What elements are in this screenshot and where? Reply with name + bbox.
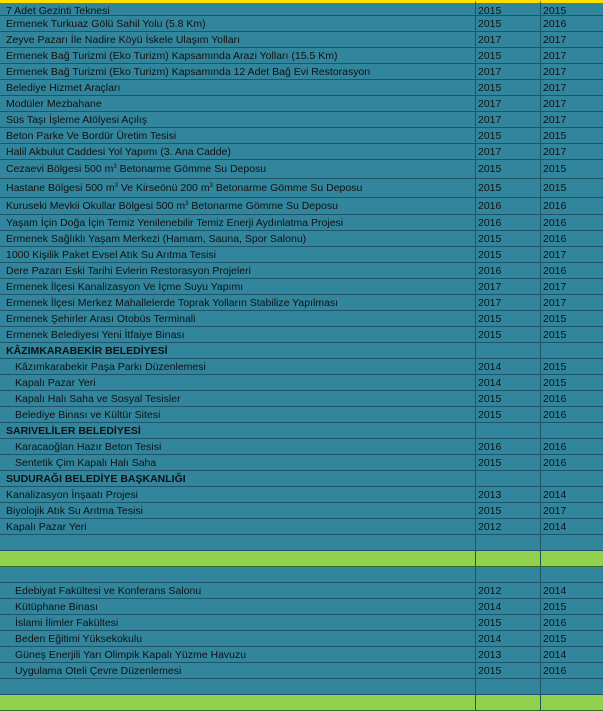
end-year-cell[interactable] [541, 567, 603, 583]
table-row [0, 247, 603, 263]
project-name-cell[interactable]: Karacaoğlan Hazır Beton Tesisi [0, 439, 476, 455]
table-row [0, 615, 603, 631]
start-year-cell[interactable] [476, 551, 541, 567]
table-row [0, 64, 603, 80]
table-row [0, 647, 603, 663]
section-header-row [0, 471, 603, 487]
project-name-cell[interactable] [0, 695, 476, 711]
start-year-cell[interactable] [476, 535, 541, 551]
start-year-cell[interactable]: 2015 [476, 663, 541, 679]
start-year-cell[interactable]: 2017 [476, 32, 541, 48]
start-year-cell[interactable]: 2012 [476, 583, 541, 599]
end-year-cell[interactable]: 2015 [541, 179, 603, 198]
start-year-cell[interactable]: 2015 [476, 407, 541, 423]
text-part: Betonarme Gömme Su Deposu [116, 163, 267, 175]
end-year-cell[interactable]: 2016 [541, 16, 603, 32]
project-name-cell[interactable]: 1000 Kişilik Paket Evsel Atık Su Arıtma Tesisi [0, 247, 476, 263]
start-year-cell[interactable]: 2017 [476, 64, 541, 80]
start-year-cell[interactable] [476, 423, 541, 439]
start-year-cell[interactable]: 2015 [476, 615, 541, 631]
end-year-cell[interactable]: 2014 [541, 487, 603, 503]
start-year-cell[interactable]: 2015 [476, 48, 541, 64]
start-year-cell[interactable]: 2015 [476, 160, 541, 179]
table-row [0, 375, 603, 391]
project-name-cell[interactable]: Halil Akbulut Caddesi Yol Yapımı (3. Ana Cadde) [0, 144, 476, 160]
end-year-cell[interactable]: 2017 [541, 96, 603, 112]
project-name-cell[interactable]: Belediye Binası ve Kültür Sitesi [0, 407, 476, 423]
project-name-cell[interactable]: Biyolojik Atık Su Arıtma Tesisi [0, 503, 476, 519]
table-row [0, 391, 603, 407]
table-row [0, 663, 603, 679]
section-header-row [0, 423, 603, 439]
end-year-cell[interactable]: 2016 [541, 663, 603, 679]
project-name-cell[interactable] [0, 160, 476, 179]
table-row [0, 215, 603, 231]
project-name-cell[interactable] [0, 179, 476, 198]
table-row [0, 359, 603, 375]
project-name-cell[interactable]: Ermenek Sağlıklı Yaşam Merkezi (Hamam, Sauna, Spor Salonu) [0, 231, 476, 247]
start-year-cell[interactable]: 2017 [476, 279, 541, 295]
end-year-cell[interactable]: 2016 [541, 615, 603, 631]
project-name-cell[interactable]: Zeyve Pazarı İle Nadire Köyü İskele Ulaşım Yolları [0, 32, 476, 48]
table-row [0, 144, 603, 160]
end-year-cell[interactable]: 2017 [541, 80, 603, 96]
end-year-cell[interactable]: 2014 [541, 519, 603, 535]
start-year-cell[interactable]: 2015 [476, 231, 541, 247]
project-name-cell[interactable]: Sentetik Çim Kapalı Halı Saha [0, 455, 476, 471]
start-year-cell[interactable]: 2017 [476, 112, 541, 128]
start-year-cell[interactable]: 2013 [476, 487, 541, 503]
project-name-cell[interactable]: Ermenek Bağ Turizmi (Eko Turizm) Kapsamında Arazi Yolları (15.5 Km) [0, 48, 476, 64]
table-row [0, 583, 603, 599]
table-row [0, 519, 603, 535]
end-year-cell[interactable]: 2017 [541, 295, 603, 311]
end-year-cell[interactable]: 2017 [541, 32, 603, 48]
end-year-cell[interactable]: 2016 [541, 455, 603, 471]
end-year-cell[interactable]: 2016 [541, 215, 603, 231]
end-year-cell[interactable]: 2014 [541, 647, 603, 663]
table-row [0, 567, 603, 583]
project-name-cell[interactable]: Edebiyat Fakültesi ve Konferans Salonu [0, 583, 476, 599]
project-name-cell[interactable]: Beton Parke Ve Bordür Üretim Tesisi [0, 128, 476, 144]
start-year-cell[interactable] [476, 567, 541, 583]
end-year-cell[interactable]: 2015 [541, 599, 603, 615]
table-row [0, 96, 603, 112]
table-row [0, 535, 603, 551]
project-name-cell[interactable]: Dere Pazarı Eski Tarihi Evlerin Restorasyon Projeleri [0, 263, 476, 279]
table-row [0, 48, 603, 64]
start-year-cell[interactable]: 2014 [476, 375, 541, 391]
text-part: Kuruseki Mevkii Okullar Bölgesi 500 m [6, 200, 186, 212]
project-name-cell[interactable]: 7 Adet Gezinti Teknesi [0, 0, 476, 16]
table-row [0, 503, 603, 519]
project-name-cell[interactable]: Beden Eğitimi Yüksekokulu [0, 631, 476, 647]
project-name-cell[interactable]: Ermenek İlçesi Merkez Mahallelerde Toprak Yolların Stabilize Yapılması [0, 295, 476, 311]
table-row [0, 0, 603, 16]
end-year-cell[interactable] [541, 679, 603, 695]
start-year-cell[interactable]: 2015 [476, 128, 541, 144]
end-year-cell[interactable]: 2015 [541, 359, 603, 375]
end-year-cell[interactable]: 2016 [541, 391, 603, 407]
table-row [0, 16, 603, 32]
project-name-cell[interactable]: Kütüphane Binası [0, 599, 476, 615]
text-part: Cezaevi Bölgesi 500 m [6, 163, 114, 175]
project-name-cell[interactable]: SARIVELİLER BELEDİYESİ [0, 423, 476, 439]
project-name-cell[interactable]: Belediye Hizmet Araçları [0, 80, 476, 96]
start-year-cell[interactable]: 2014 [476, 599, 541, 615]
end-year-cell[interactable] [541, 471, 603, 487]
table-row [0, 128, 603, 144]
end-year-cell[interactable] [541, 343, 603, 359]
project-name-cell[interactable]: Modüler Mezbahane [0, 96, 476, 112]
start-year-cell[interactable] [476, 343, 541, 359]
end-year-cell[interactable]: 2015 [541, 160, 603, 179]
end-year-cell[interactable]: 2016 [541, 439, 603, 455]
project-name-cell[interactable]: Süs Taşı İşleme Atölyesi Açılış [0, 112, 476, 128]
end-year-cell[interactable]: 2017 [541, 279, 603, 295]
project-name-cell[interactable]: Kapalı Halı Saha ve Sosyal Tesisler [0, 391, 476, 407]
start-year-cell[interactable]: 2015 [476, 179, 541, 198]
project-name-cell[interactable]: KÂZIMKARABEKİR BELEDİYESİ [0, 343, 476, 359]
end-year-cell[interactable] [541, 551, 603, 567]
table-row [0, 311, 603, 327]
end-year-cell[interactable] [541, 423, 603, 439]
table-row [0, 599, 603, 615]
project-name-cell[interactable]: Kanalizasyon İnşaatı Projesi [0, 487, 476, 503]
table-row [0, 327, 603, 343]
project-name-cell[interactable] [0, 551, 476, 567]
start-year-cell[interactable]: 2017 [476, 144, 541, 160]
start-year-cell[interactable]: 2015 [476, 80, 541, 96]
start-year-cell[interactable]: 2015 [476, 391, 541, 407]
end-year-cell[interactable]: 2016 [541, 407, 603, 423]
end-year-cell[interactable]: 2015 [541, 311, 603, 327]
table-row [0, 112, 603, 128]
project-name-cell[interactable]: Uygulama Oteli Çevre Düzenlemesi [0, 663, 476, 679]
start-year-cell[interactable]: 2015 [476, 0, 541, 16]
table-row [0, 263, 603, 279]
project-name-cell[interactable]: Ermenek Şehirler Arası Otobüs Terminali [0, 311, 476, 327]
end-year-cell[interactable]: 2014 [541, 583, 603, 599]
start-year-cell[interactable]: 2015 [476, 247, 541, 263]
table-row [0, 231, 603, 247]
project-name-cell[interactable]: Ermenek Turkuaz Gölü Sahil Yolu (5.8 Km) [0, 16, 476, 32]
project-name-cell[interactable] [0, 198, 476, 215]
start-year-cell[interactable]: 2015 [476, 503, 541, 519]
start-year-cell[interactable] [476, 695, 541, 711]
end-year-cell[interactable]: 2016 [541, 231, 603, 247]
end-year-cell[interactable]: 2016 [541, 198, 603, 215]
start-year-cell[interactable]: 2014 [476, 631, 541, 647]
start-year-cell[interactable]: 2015 [476, 327, 541, 343]
start-year-cell[interactable]: 2012 [476, 519, 541, 535]
end-year-cell[interactable]: 2017 [541, 48, 603, 64]
start-year-cell[interactable]: 2015 [476, 16, 541, 32]
project-name-cell[interactable]: Kapalı Pazar Yeri [0, 375, 476, 391]
start-year-cell[interactable]: 2013 [476, 647, 541, 663]
project-name-cell[interactable]: Ermenek İlçesi Kanalizasyon Ve İçme Suyu Yapımı [0, 279, 476, 295]
table-row [0, 407, 603, 423]
end-year-cell[interactable]: 2017 [541, 112, 603, 128]
project-name-cell[interactable] [0, 567, 476, 583]
end-year-cell[interactable]: 2015 [541, 631, 603, 647]
table-row [0, 80, 603, 96]
end-year-cell[interactable]: 2017 [541, 503, 603, 519]
project-name-cell[interactable]: Ermenek Belediyesi Yeni İtfaiye Binası [0, 327, 476, 343]
end-year-cell[interactable]: 2015 [541, 128, 603, 144]
project-name-cell[interactable]: Güneş Enerjili Yarı Olimpik Kapalı Yüzme Havuzu [0, 647, 476, 663]
start-year-cell[interactable]: 2017 [476, 295, 541, 311]
superscript: 3 [114, 183, 118, 189]
table-row [0, 439, 603, 455]
section-header-row [0, 343, 603, 359]
table-row [0, 455, 603, 471]
end-year-cell[interactable] [541, 695, 603, 711]
project-name-cell[interactable]: Yaşam İçin Doğa İçin Temiz Yenilenebilir Temiz Enerji Aydınlatma Projesi [0, 215, 476, 231]
project-name-cell[interactable]: İslami İlimler Fakültesi [0, 615, 476, 631]
project-name-cell[interactable] [0, 679, 476, 695]
project-name-cell[interactable]: Ermenek Bağ Turizmi (Eko Turizm) Kapsamında 12 Adet Bağ Evi Restorasyon [0, 64, 476, 80]
text-part: Ve Kirseönü 200 m [117, 182, 210, 194]
table-row [0, 487, 603, 503]
text-part: Hastane Bölgesi 500 m [6, 182, 115, 194]
end-year-cell[interactable]: 2016 [541, 263, 603, 279]
table-row [0, 279, 603, 295]
table-row [0, 631, 603, 647]
start-year-cell[interactable]: 2016 [476, 439, 541, 455]
project-name-cell[interactable]: Kâzımkarabekir Paşa Parkı Düzenlemesi [0, 359, 476, 375]
project-name-cell[interactable]: Kapalı Pazar Yeri [0, 519, 476, 535]
superscript: 3 [113, 164, 117, 170]
superscript: 3 [185, 201, 189, 207]
start-year-cell[interactable]: 2015 [476, 455, 541, 471]
end-year-cell[interactable]: 2015 [541, 327, 603, 343]
start-year-cell[interactable] [476, 679, 541, 695]
start-year-cell[interactable]: 2016 [476, 215, 541, 231]
text-part: Betonarme Gömme Su Deposu [188, 200, 338, 212]
start-year-cell[interactable]: 2014 [476, 359, 541, 375]
start-year-cell[interactable]: 2016 [476, 198, 541, 215]
table-row [0, 295, 603, 311]
start-year-cell[interactable]: 2017 [476, 96, 541, 112]
text-part: Betonarme Gömme Su Deposu [212, 182, 363, 194]
superscript: 3 [209, 183, 213, 189]
end-year-cell[interactable]: 2015 [541, 375, 603, 391]
end-year-cell[interactable] [541, 535, 603, 551]
end-year-cell[interactable]: 2017 [541, 144, 603, 160]
start-year-cell[interactable]: 2015 [476, 311, 541, 327]
start-year-cell[interactable] [476, 471, 541, 487]
table-row [0, 160, 603, 179]
project-name-cell[interactable] [0, 535, 476, 551]
end-year-cell[interactable]: 2015 [541, 0, 603, 16]
table-row [0, 679, 603, 695]
table-row [0, 198, 603, 215]
table-row [0, 551, 603, 567]
project-name-cell[interactable]: SUDURAĞI BELEDİYE BAŞKANLIĞI [0, 471, 476, 487]
table-row [0, 695, 603, 711]
table-row [0, 179, 603, 198]
table-row [0, 32, 603, 48]
end-year-cell[interactable]: 2017 [541, 247, 603, 263]
end-year-cell[interactable]: 2017 [541, 64, 603, 80]
start-year-cell[interactable]: 2016 [476, 263, 541, 279]
